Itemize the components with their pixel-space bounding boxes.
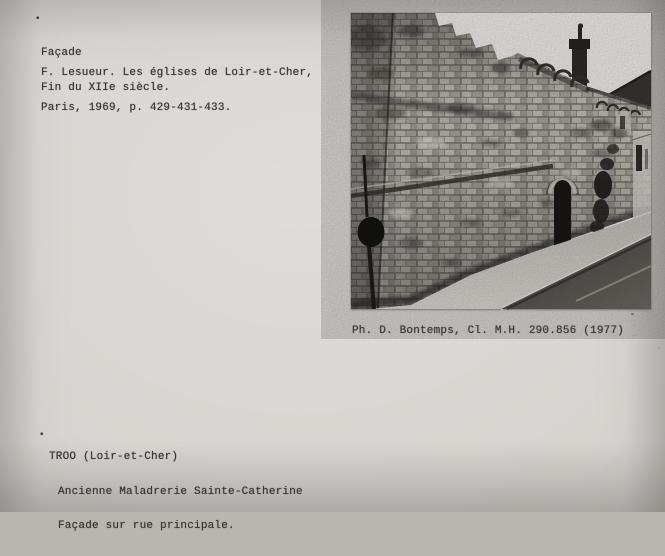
location-note (39, 417, 303, 556)
subject-title: Façade (41, 46, 82, 59)
dust-speck (631, 313, 634, 315)
location-bullet: • (39, 430, 45, 440)
reference-line-1: F. Lesueur. Les églises de Loir-et-Cher, (41, 67, 314, 80)
photo-credit: Ph. D. Bontemps, Cl. M.H. 290.856 (1977) (352, 325, 625, 337)
location-line-1: TROO (Loir-et-Cher) (49, 450, 179, 463)
reference-note (41, 45, 313, 138)
subject-bullet: • (35, 14, 41, 24)
location-line-3: Façade sur rue principale. (58, 520, 235, 533)
location-line-2: Ancienne Maladrerie Sainte-Catherine (58, 485, 303, 498)
dust-speck (658, 347, 660, 349)
reference-line-2: Paris, 1969, p. 429-431-433. (41, 101, 232, 114)
photo-grain (351, 13, 651, 309)
photograph (351, 13, 651, 309)
subject-dating: Fin du XIIe siècle. (41, 81, 171, 94)
